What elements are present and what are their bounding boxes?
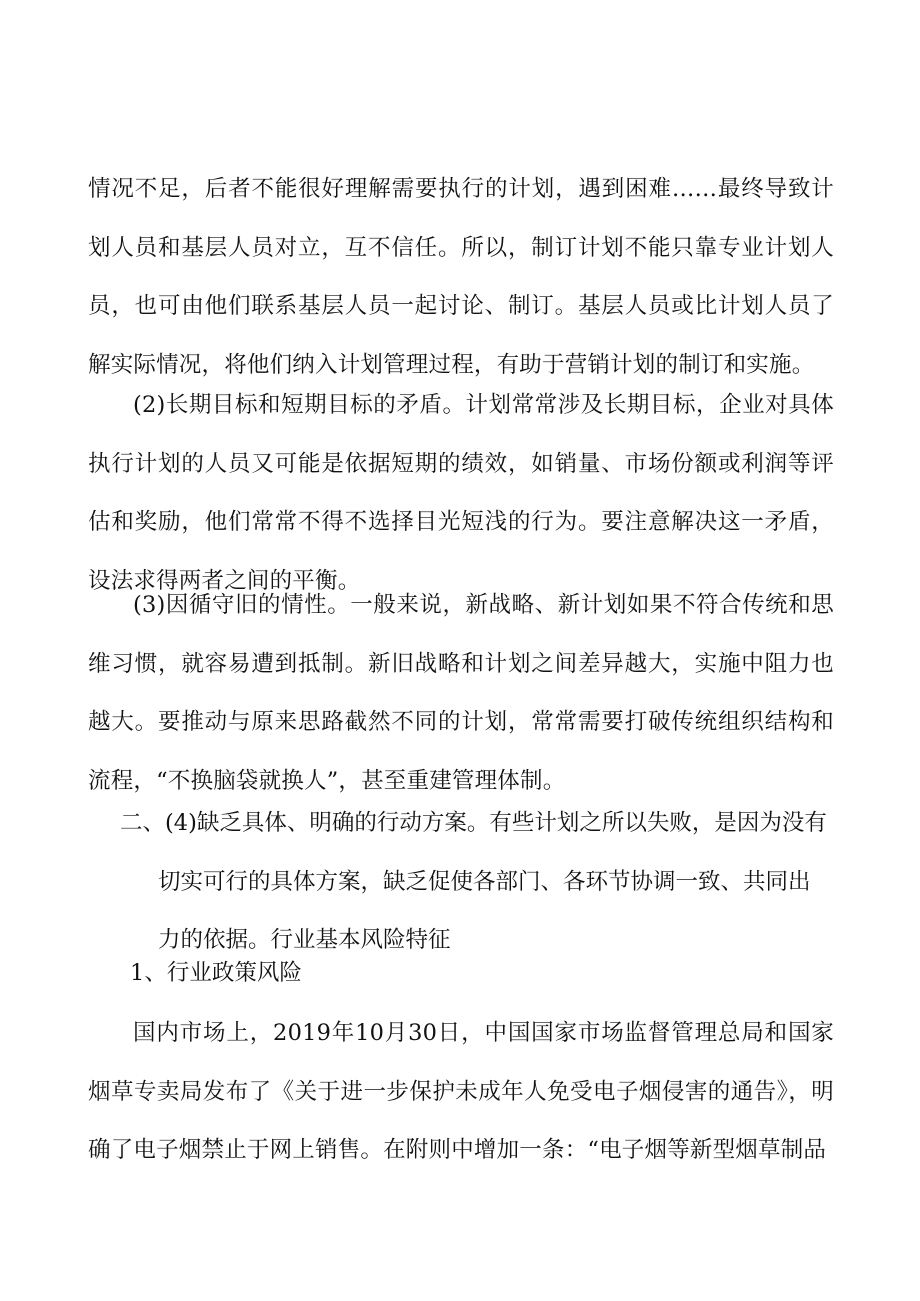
paragraph-long-short-term-goals: (2)长期目标和短期目标的矛盾。计划常常涉及长期目标，企业对具体执行计划的人员又可能是依据短期的绩效，如销量、市场份额或利润等评估和奖励，他们常常不得不选择目光短浅的行为。要注意解决这一矛盾，设法求得两者之间的平衡。 (88, 392, 834, 594)
section-heading-line-2: 切实可行的具体方案，缺乏促使各部门、各环节协调一致、共同出 (158, 868, 811, 895)
paragraph-inertia: (3)因循守旧的情性。一般来说，新战略、新计划如果不符合传统和思维习惯，就容易遭到抵制。新旧战略和计划之间差异越大，实施中阻力也越大。要推动与原来思路截然不同的计划，常常需要打破传统组织结构和流程，“不换脑袋就换人”，甚至重建管理体制。 (88, 592, 834, 794)
paragraph-domestic-market-policy: 国内市场上，2019年10月30日，中国国家市场监督管理总局和国家烟草专卖局发布了《关于进一步保护未成年人免受电子烟侵害的通告》，明确了电子烟禁止于网上销售。在附则中增加一条：“电子烟等新型烟草制品 (88, 1020, 834, 1164)
section-heading-line-3: 力的依据。行业基本风险特征 (158, 927, 451, 954)
subsection-title: 1、行业政策风险 (130, 960, 302, 986)
section-heading-line-1: 二、(4)缺乏具体、明确的行动方案。有些计划之所以失败，是因为没有 (120, 810, 827, 836)
paragraph-planning-conflict: 情况不足，后者不能很好理解需要执行的计划，遇到困难……最终导致计划人员和基层人员对立，互不信任。所以，制订计划不能只靠专业计划人员，也可由他们联系基层人员一起讨论、制订。基层人员或比计划人员了解实际情况，将他们纳入计划管理过程，有助于营销计划的制订和实施。 (88, 176, 834, 378)
